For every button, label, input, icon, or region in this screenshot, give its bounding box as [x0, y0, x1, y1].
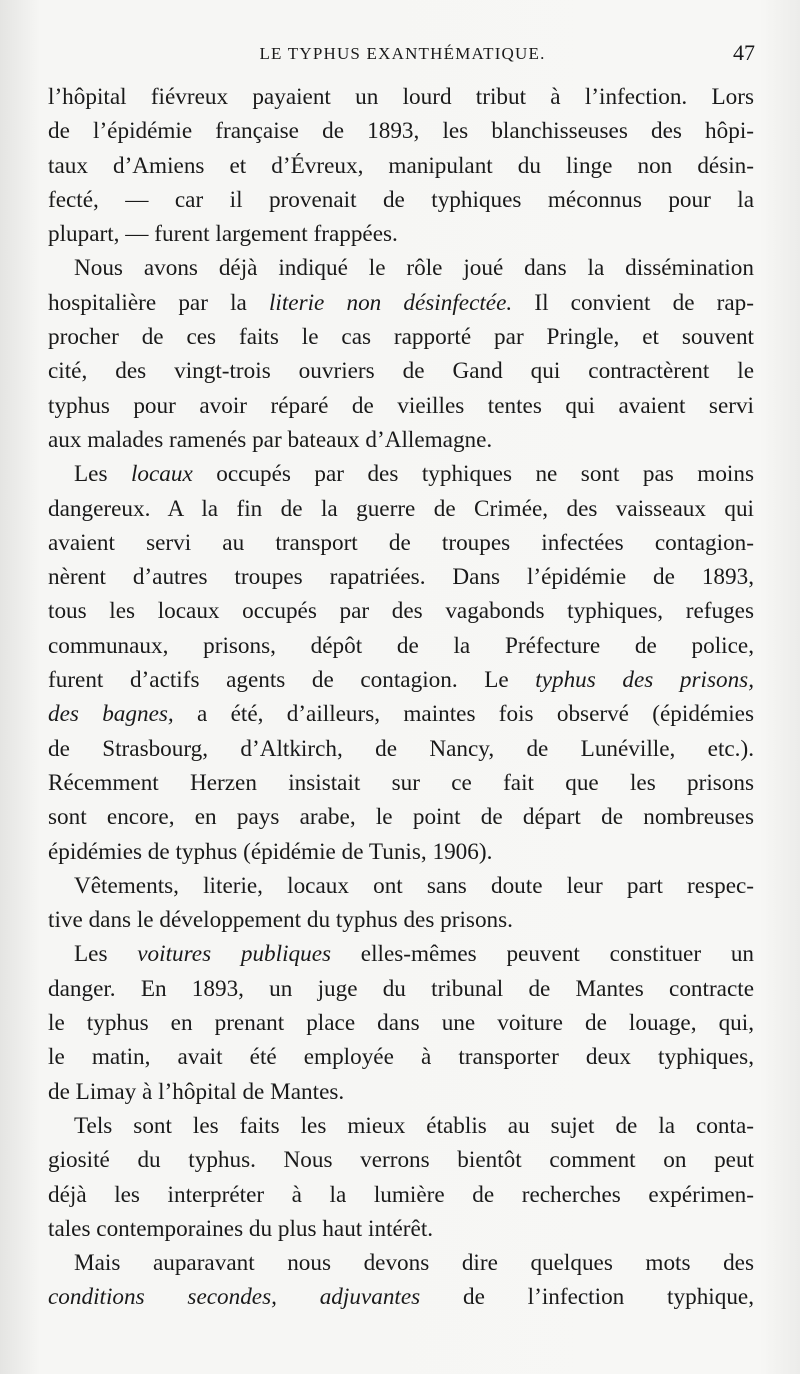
text-line: procher de ces faits le cas rapporté par Pringle, et souvent: [48, 324, 754, 351]
text-line: [48, 663, 754, 697]
text-line: de Strasbourg, d’Altkirch, de Nancy, de Lunéville, etc.).: [48, 735, 754, 762]
text-line: le typhus en prenant place dans une voiture de louage, qui,: [48, 1010, 754, 1037]
text-line: Nous avons déjà indiqué le rôle joué dans la dissémination: [74, 255, 754, 282]
italic-term: des bagnes,: [48, 701, 174, 728]
page-number: 47: [733, 40, 755, 65]
text-line: danger. En 1893, un juge du tribunal de Mantes contracte: [48, 975, 754, 1002]
text-run: furent d’actifs agents de contagion. Le: [48, 667, 536, 694]
body-text: [48, 80, 754, 1315]
text-line: [48, 937, 754, 971]
text-line: [48, 286, 754, 320]
text-line: communaux, prisons, dépôt de la Préfecture de police,: [48, 632, 754, 659]
text-line: épidémies de typhus (épidémie de Tunis, 1906).: [48, 838, 493, 865]
text-line: fecté, — car il provenait de typhiques méconnus pour la: [48, 186, 754, 213]
text-line: Récemment Herzen insistait sur ce fait que les prisons: [48, 769, 754, 796]
text-line: typhus pour avoir réparé de vieilles tentes qui avaient servi: [48, 392, 754, 419]
running-title: LE TYPHUS EXANTHÉMATIQUE.: [259, 44, 546, 63]
italic-term: voitures publiques: [137, 941, 332, 968]
text-run: hospitalière par la: [48, 289, 269, 316]
text-line: Vêtements, literie, locaux ont sans doute leur part respec-: [74, 872, 754, 899]
text-line: giosité du typhus. Nous verrons bientôt comment on peut: [48, 1147, 754, 1174]
text-run: de l’infection typhique,: [420, 1284, 755, 1311]
text-line: tive dans le développement du typhus des prisons.: [48, 907, 513, 934]
text-run: Il convient de rap-: [512, 289, 755, 316]
text-line: déjà les interpréter à la lumière de recherches expérimen-: [48, 1181, 754, 1208]
italic-term: typhus des prisons,: [535, 667, 754, 694]
text-run: occupés par des typhiques ne sont pas moins: [192, 461, 754, 488]
italic-term: conditions secondes, adjuvantes: [48, 1284, 421, 1311]
page-header: [50, 40, 755, 76]
text-run: elles-mêmes peuvent constituer un: [331, 941, 755, 968]
italic-term: locaux: [130, 461, 193, 488]
text-line: [48, 457, 754, 491]
text-line: dangereux. A la fin de la guerre de Crimée, des vaisseaux qui: [48, 495, 754, 522]
text-line: [48, 697, 754, 731]
text-line: plupart, — furent largement frappées.: [48, 221, 398, 248]
text-line: tous les locaux occupés par des vagabonds typhiques, refuges: [48, 598, 754, 625]
text-line: de Limay à l’hôpital de Mantes.: [48, 1078, 345, 1105]
text-run: Les: [74, 941, 138, 968]
text-run: Les: [74, 461, 131, 488]
text-line: nèrent d’autres troupes rapatriées. Dans l’épidémie de 1893,: [48, 564, 754, 591]
text-line: le matin, avait été employée à transporter deux typhiques,: [48, 1044, 754, 1071]
text-line: tales contemporaines du plus haut intérêt.: [48, 1215, 434, 1242]
text-line: Tels sont les faits les mieux établis au sujet de la conta-: [74, 1112, 754, 1139]
text-line: aux malades ramenés par bateaux d’Allemagne.: [48, 426, 493, 453]
text-line: taux d’Amiens et d’Évreux, manipulant du linge non désin-: [48, 152, 754, 179]
text-line: Mais auparavant nous devons dire quelques mots des: [74, 1250, 754, 1277]
italic-term: literie non désinfectée.: [268, 289, 513, 316]
text-line: cité, des vingt-trois ouvriers de Gand qui contractèrent le: [48, 358, 754, 385]
text-line: de l’épidémie française de 1893, les blanchisseuses des hôpi-: [48, 118, 754, 145]
text-line: avaient servi au transport de troupes infectées contagion-: [48, 529, 754, 556]
text-run: a été, d’ailleurs, maintes fois observé (épidémies: [173, 701, 754, 728]
text-line: sont encore, en pays arabe, le point de départ de nombreuses: [48, 804, 754, 831]
text-line: [48, 1280, 754, 1314]
text-line: l’hôpital fiévreux payaient un lourd tribut à l’infection. Lors: [48, 84, 754, 110]
